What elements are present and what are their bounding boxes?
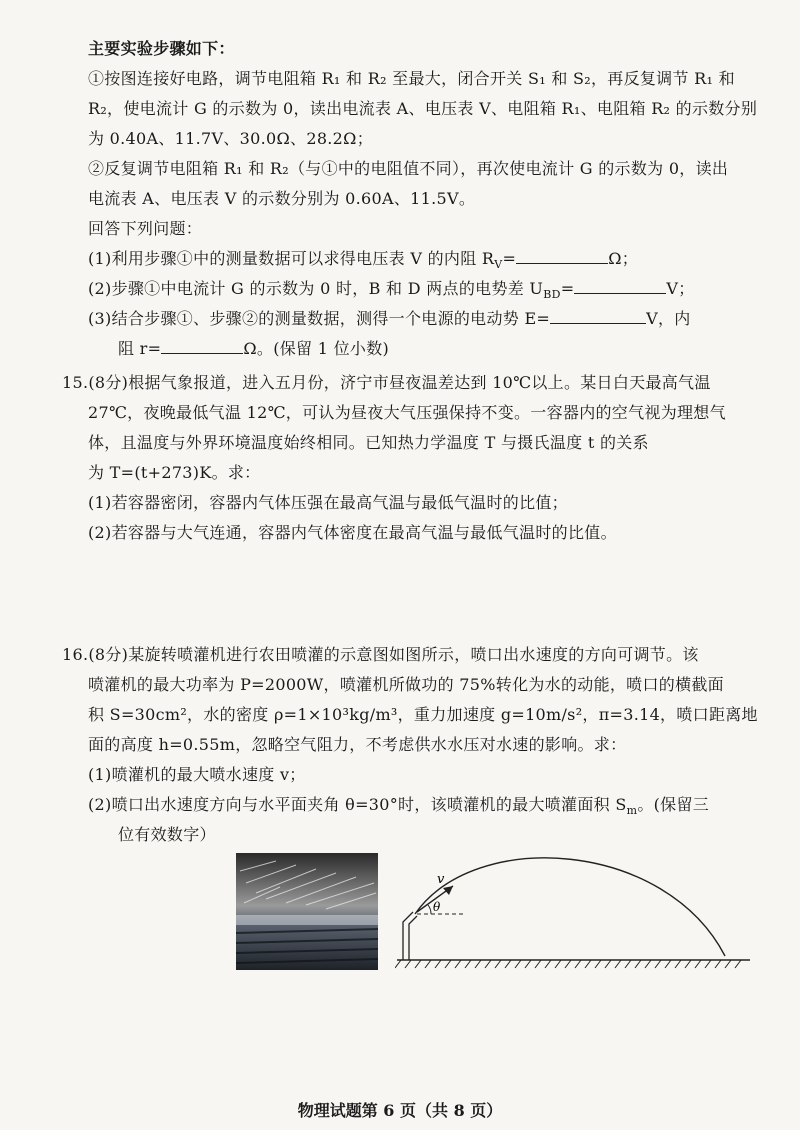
step1-line3: 为 0.40A、11.7V、30.0Ω、28.2Ω； — [88, 129, 374, 148]
q1-text: (1)利用步骤①中的测量数据可以求得电压表 V 的内阻 R — [88, 249, 495, 268]
q3-text: (3)结合步骤①、步骤②的测量数据，测得一个电源的电动势 E= — [88, 309, 551, 328]
water-trajectory — [415, 858, 725, 956]
angle-label: θ — [433, 900, 441, 914]
q2-text: (2)步骤①中电流计 G 的示数为 0 时，B 和 D 两点的电势差 U — [88, 279, 544, 298]
question-16-part2-cont: 位有效数字） — [118, 825, 216, 844]
velocity-label: v — [437, 872, 445, 887]
step1-line1: ①按图连接好电路，调节电阻箱 R₁ 和 R₂ 至最大，闭合开关 S₁ 和 S₂，再反复调节 R₁ 和 — [88, 69, 735, 88]
q16b-subscript: m — [626, 804, 638, 818]
q1-subscript: V — [494, 258, 503, 272]
question-14-3 — [88, 306, 691, 329]
step2-line2: 电流表 A、电压表 V 的示数分别为 0.60A、11.5V。 — [88, 189, 476, 208]
answer-blank-rv[interactable] — [516, 249, 608, 264]
question-15-line4: 为 T=(t+273)K。求： — [88, 463, 261, 482]
q1-unit: Ω； — [608, 249, 639, 268]
q3-unit1: V，内 — [646, 309, 691, 328]
q3-unit2: Ω。(保留 1 位小数) — [243, 339, 390, 358]
arrow-head — [443, 886, 453, 895]
sprinkler-pipe — [403, 912, 417, 960]
step2-line1: ②反复调节电阻箱 R₁ 和 R₂（与①中的电阻值不同），再次使电流计 G 的示数为 0，读出 — [88, 159, 729, 178]
q2-subscript: BD — [543, 288, 561, 302]
question-16-line2: 喷灌机的最大功率为 P=2000W，喷灌机所做功的 75%转化为水的动能，喷口的横截面 — [88, 675, 724, 694]
q2-eq: = — [560, 279, 575, 298]
question-16-part1: (1)喷灌机的最大喷水速度 v； — [88, 765, 306, 784]
page-footer: 物理试题第 6 页（共 8 页） — [297, 1101, 503, 1120]
question-16-line1: 16.(8分)某旋转喷灌机进行农田喷灌的示意图如图所示，喷口出水速度的方向可调节。该 — [62, 645, 699, 664]
question-14-1 — [88, 246, 638, 271]
answer-blank-emf[interactable] — [550, 309, 646, 324]
question-15-line2: 27℃，夜晚最低气温 12℃，可认为昼夜大气压强保持不变。一容器内的空气视为理想气 — [88, 403, 726, 422]
answer-blank-r[interactable] — [161, 339, 243, 354]
question-16-part2 — [88, 792, 709, 817]
question-14-3-cont — [118, 336, 389, 359]
question-16-line4: 面的高度 h=0.55m，忽略空气阻力，不考虑供水水压对水速的影响。求： — [88, 735, 627, 754]
ground-hatching — [395, 960, 741, 968]
question-15-line3: 体，且温度与外界环境温度始终相同。已知热力学温度 T 与摄氏温度 t 的关系 — [88, 433, 649, 452]
answer-blank-ubd[interactable] — [574, 279, 666, 294]
q3-text2: 阻 r= — [118, 339, 162, 358]
question-16-line3: 积 S=30cm²，水的密度 ρ=1×10³kg/m³，重力加速度 g=10m/s²，π=3.14，喷口距离地 — [88, 705, 758, 724]
q16b-text: (2)喷口出水速度方向与水平面夹角 θ=30°时，该喷灌机的最大喷灌面积 S — [88, 795, 627, 814]
q1-eq: = — [502, 249, 517, 268]
q2-unit: V； — [666, 279, 695, 298]
q16b-suffix: 。(保留三 — [637, 795, 710, 814]
question-14-2 — [88, 276, 695, 301]
trajectory-diagram — [395, 850, 755, 975]
question-15-part1: (1)若容器密闭，容器内气体压强在最高气温与最低气温时的比值； — [88, 493, 568, 512]
answer-prompt: 回答下列问题： — [88, 219, 203, 238]
step1-line2: R₂，使电流计 G 的示数为 0，读出电流表 A、电压表 V、电阻箱 R₁、电阻箱 R₂ 的示数分别 — [88, 99, 758, 118]
steps-heading: 主要实验步骤如下： — [88, 39, 235, 58]
angle-arc — [428, 905, 431, 914]
sprinkler-photo — [236, 853, 378, 970]
question-15-line1: 15.(8分)根据气象报道，进入五月份，济宁市昼夜温差达到 10℃以上。某日白天最高气温 — [62, 373, 711, 392]
question-15-part2: (2)若容器与大气连通，容器内气体密度在最高气温与最低气温时的比值。 — [88, 523, 617, 542]
